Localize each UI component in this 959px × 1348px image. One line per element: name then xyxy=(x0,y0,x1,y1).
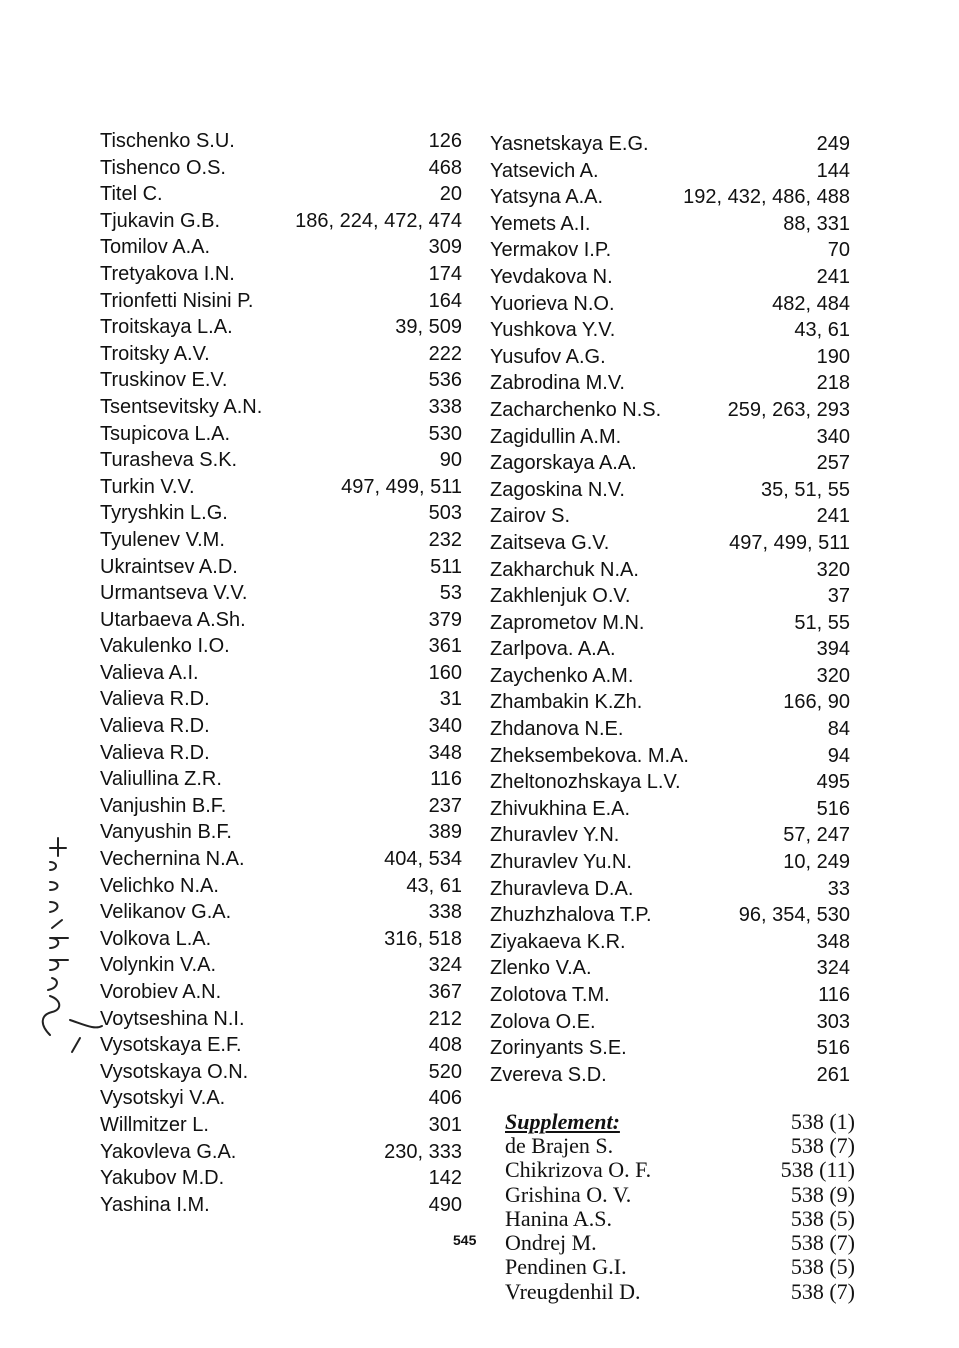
author-name: Zagoskina N.V. xyxy=(490,478,625,501)
index-entry xyxy=(100,261,462,288)
index-entry xyxy=(490,291,850,318)
index-entry xyxy=(490,317,850,344)
author-name: Vysotskaya E.F. xyxy=(100,1034,242,1057)
author-name: Yatsyna A.A. xyxy=(490,186,604,209)
index-entry xyxy=(100,394,462,421)
supplement-title-pages: 538 (1) xyxy=(790,1109,855,1134)
index-entry xyxy=(490,450,850,477)
index-entry xyxy=(490,716,850,743)
page-references: 361 xyxy=(428,635,462,658)
author-name: Zaitseva G.V. xyxy=(490,531,610,554)
author-name: Yermakov I.P. xyxy=(490,239,612,262)
index-entry xyxy=(100,713,462,740)
author-name: Zarlpova. A.A. xyxy=(490,638,616,661)
author-name: Urmantseva V.V. xyxy=(100,582,248,605)
page-references: 538 (11) xyxy=(780,1157,855,1183)
author-name: Zairov S. xyxy=(490,505,571,528)
index-entry xyxy=(490,397,850,424)
index-entry xyxy=(100,234,462,261)
index-entry xyxy=(100,314,462,341)
index-entry xyxy=(490,237,850,264)
page-references: 520 xyxy=(428,1060,462,1083)
page-references: 259, 263, 293 xyxy=(727,398,850,421)
page-references: 241 xyxy=(816,505,850,528)
index-entry xyxy=(490,583,850,610)
author-name: Valieva R.D. xyxy=(100,688,210,711)
author-name: Ondrej M. xyxy=(505,1230,597,1256)
page-references: 160 xyxy=(428,661,462,684)
index-entry xyxy=(490,982,850,1009)
page-references: 538 (5) xyxy=(790,1254,855,1280)
author-name: Tomilov A.A. xyxy=(100,236,211,259)
index-entry xyxy=(490,184,850,211)
index-entry xyxy=(490,849,850,876)
page-references: 257 xyxy=(816,452,850,475)
page-references: 31 xyxy=(439,688,462,711)
author-name: Vysotskaya O.N. xyxy=(100,1060,249,1083)
index-entry xyxy=(100,1032,462,1059)
page-references: 10, 249 xyxy=(783,851,850,874)
page-references: 389 xyxy=(428,821,462,844)
page-references: 404, 534 xyxy=(384,848,462,871)
author-name: Zhuzhzhalova T.P. xyxy=(490,904,652,927)
index-entry xyxy=(490,796,850,823)
index-entry xyxy=(490,876,850,903)
index-entry xyxy=(100,1112,462,1139)
author-name: Zolova O.E. xyxy=(490,1010,596,1033)
page-references: 301 xyxy=(428,1113,462,1136)
index-entry xyxy=(100,1192,462,1219)
page-references: 222 xyxy=(428,342,462,365)
index-entry xyxy=(100,447,462,474)
page-references: 51, 55 xyxy=(794,611,850,634)
page-references: 142 xyxy=(428,1167,462,1190)
index-entry xyxy=(490,557,850,584)
index-entry xyxy=(100,128,462,155)
index-entry xyxy=(100,1006,462,1033)
page-references: 212 xyxy=(428,1007,462,1030)
page-references: 538 (5) xyxy=(790,1205,855,1231)
author-name: Zolotova T.M. xyxy=(490,984,610,1006)
author-name: Zacharchenko N.S. xyxy=(490,398,662,421)
page-references: 316, 518 xyxy=(384,927,462,950)
page-references: 116 xyxy=(430,768,462,791)
page-references: 348 xyxy=(816,930,850,953)
page-references: 320 xyxy=(816,558,850,581)
index-column-right xyxy=(490,131,850,1088)
index-entry xyxy=(100,500,462,527)
page-references: 379 xyxy=(428,608,462,631)
page-references: 96, 354, 530 xyxy=(738,904,850,927)
author-name: Yushkova Y.V. xyxy=(490,319,616,342)
page-references: 338 xyxy=(428,395,462,418)
index-entry xyxy=(100,527,462,554)
author-name: Vakulenko I.O. xyxy=(100,635,230,658)
author-name: Voytseshina N.I. xyxy=(100,1007,245,1030)
author-name: Hanina A.S. xyxy=(505,1205,612,1231)
page-references: 39, 509 xyxy=(395,316,462,339)
page-references: 538 (7) xyxy=(790,1230,855,1256)
page-references: 230, 333 xyxy=(384,1140,462,1163)
page-references: 303 xyxy=(816,1010,850,1033)
author-name: Valieva R.D. xyxy=(100,741,210,764)
index-entry xyxy=(490,530,850,557)
author-name: Titel C. xyxy=(100,183,163,206)
page-references: 516 xyxy=(816,1037,850,1060)
index-entry xyxy=(100,208,462,235)
index-entry xyxy=(490,955,850,982)
page-references: 309 xyxy=(428,236,462,259)
page-references: 90 xyxy=(439,449,462,472)
page-references: 538 (7) xyxy=(790,1133,855,1158)
index-entry xyxy=(100,686,462,713)
author-name: Yevdakova N. xyxy=(490,265,613,288)
author-name: Trionfetti Nisini P. xyxy=(100,289,254,312)
supplement-title: Supplement: xyxy=(505,1109,620,1134)
index-entry xyxy=(490,1062,850,1089)
page-references: 33 xyxy=(827,877,850,900)
page-references: 53 xyxy=(439,582,462,605)
index-entry xyxy=(490,902,850,929)
page-references: 174 xyxy=(428,262,462,285)
author-name: Zhuravlev Yu.N. xyxy=(490,851,632,874)
index-entry xyxy=(490,370,850,397)
author-name: Turasheva S.K. xyxy=(100,449,238,472)
index-entry xyxy=(100,367,462,394)
index-entry xyxy=(100,873,462,900)
author-name: Tsentsevitsky A.N. xyxy=(100,395,263,418)
page-references: 536 xyxy=(428,369,462,392)
page-references: 340 xyxy=(816,425,850,448)
supplement-entry xyxy=(505,1134,855,1158)
page-references: 367 xyxy=(428,981,462,1003)
index-entry xyxy=(490,131,850,158)
index-entry xyxy=(490,211,850,238)
author-name: Zaprometov M.N. xyxy=(490,611,645,634)
page-references: 468 xyxy=(428,156,462,179)
supplement-entry xyxy=(505,1280,855,1304)
page-references: 116 xyxy=(818,984,850,1006)
author-name: Valieva A.I. xyxy=(100,661,199,684)
index-entry xyxy=(100,421,462,448)
index-entry xyxy=(490,344,850,371)
author-name: Troitsky A.V. xyxy=(100,342,210,365)
index-entry xyxy=(100,288,462,315)
index-entry xyxy=(100,633,462,660)
index-entry xyxy=(100,952,462,979)
index-entry xyxy=(490,769,850,796)
index-entry xyxy=(100,793,462,820)
page-references: 497, 499, 511 xyxy=(341,475,462,498)
author-name: Ukraintsev A.D. xyxy=(100,555,238,578)
author-name: Tjukavin G.B. xyxy=(100,209,221,232)
page-references: 490 xyxy=(428,1193,462,1216)
supplement-section xyxy=(505,1110,855,1304)
index-entry xyxy=(490,1009,850,1036)
author-name: Troitskaya L.A. xyxy=(100,316,233,339)
handwritten-supplement-annotation xyxy=(10,820,110,1060)
author-name: Zaychenko A.M. xyxy=(490,664,634,687)
page-references: 249 xyxy=(816,133,850,155)
supplement-entry xyxy=(505,1158,855,1182)
index-entry xyxy=(100,1165,462,1192)
page-references: 126 xyxy=(428,130,462,152)
index-entry xyxy=(490,663,850,690)
page-references: 394 xyxy=(816,638,850,661)
index-entry xyxy=(100,766,462,793)
index-entry xyxy=(100,819,462,846)
index-entry xyxy=(490,264,850,291)
page-references: 324 xyxy=(428,954,462,977)
author-name: Velichko N.A. xyxy=(100,874,219,897)
author-name: Tretyakova I.N. xyxy=(100,262,235,285)
page-references: 516 xyxy=(816,797,850,820)
page-references: 88, 331 xyxy=(783,212,850,235)
author-name: Zhdanova N.E. xyxy=(490,718,624,741)
index-entry xyxy=(100,979,462,1006)
page-references: 338 xyxy=(428,901,462,924)
author-name: Yatsevich A. xyxy=(490,159,599,182)
index-entry xyxy=(490,610,850,637)
page-references: 511 xyxy=(430,555,462,578)
page-references: 94 xyxy=(827,744,850,767)
author-name: Vanyushin B.F. xyxy=(100,821,232,844)
author-name: Zabrodina M.V. xyxy=(490,372,625,395)
author-name: Zheltonozhskaya L.V. xyxy=(490,771,681,794)
index-entry xyxy=(100,1085,462,1112)
index-entry xyxy=(100,899,462,926)
author-name: Yakubov M.D. xyxy=(100,1167,225,1190)
index-entry xyxy=(100,660,462,687)
page-references: 70 xyxy=(827,239,850,262)
page-references: 482, 484 xyxy=(772,292,850,315)
supplement-entry xyxy=(505,1207,855,1231)
supplement-header xyxy=(505,1110,855,1134)
author-name: Chikrizova O. F. xyxy=(505,1157,652,1183)
index-entry xyxy=(490,477,850,504)
author-name: Turkin V.V. xyxy=(100,475,195,498)
author-name: Tyryshkin L.G. xyxy=(100,502,228,525)
page-references: 232 xyxy=(428,528,462,551)
page-references: 57, 247 xyxy=(783,824,850,847)
author-name: Zhambakin K.Zh. xyxy=(490,691,643,714)
page-references: 144 xyxy=(816,159,850,182)
author-name: Willmitzer L. xyxy=(100,1113,209,1136)
author-name: Tishenco O.S. xyxy=(100,156,226,179)
author-name: Yakovleva G.A. xyxy=(100,1140,237,1163)
supplement-entry xyxy=(505,1183,855,1207)
page-references: 241 xyxy=(816,265,850,288)
page-references: 218 xyxy=(816,372,850,395)
index-entry xyxy=(100,474,462,501)
author-name: Volynkin V.A. xyxy=(100,954,217,977)
author-name: Zhuravlev Y.N. xyxy=(490,824,620,847)
author-name: Ziyakaeva K.R. xyxy=(490,930,626,953)
index-entry xyxy=(100,607,462,634)
author-name: Zhuravleva D.A. xyxy=(490,877,634,900)
author-name: Zagidullin A.M. xyxy=(490,425,622,448)
author-name: Yemets A.I. xyxy=(490,212,591,235)
author-name: Valieva R.D. xyxy=(100,715,210,738)
author-name: Zhivukhina E.A. xyxy=(490,797,631,820)
page-references: 530 xyxy=(428,422,462,445)
page-references: 43, 61 xyxy=(794,319,850,342)
index-entry xyxy=(100,1059,462,1086)
author-name: Truskinov E.V. xyxy=(100,369,228,392)
author-name: Utarbaeva A.Sh. xyxy=(100,608,246,631)
page-references: 37 xyxy=(827,585,850,608)
page-references: 35, 51, 55 xyxy=(761,478,850,501)
page-references: 164 xyxy=(428,289,462,312)
author-name: Vorobiev A.N. xyxy=(100,981,222,1003)
page-references: 503 xyxy=(428,502,462,525)
author-name: Yashina I.M. xyxy=(100,1193,210,1216)
page-references: 190 xyxy=(816,345,850,368)
index-entry xyxy=(490,689,850,716)
author-name: Tyulenev V.M. xyxy=(100,528,225,551)
page-references: 320 xyxy=(816,664,850,687)
index-entry xyxy=(100,846,462,873)
index-entry xyxy=(100,740,462,767)
page-references: 324 xyxy=(816,957,850,980)
index-entry xyxy=(100,341,462,368)
page-references: 348 xyxy=(428,741,462,764)
supplement-entry xyxy=(505,1231,855,1255)
page-references: 84 xyxy=(827,718,850,741)
index-entry xyxy=(100,926,462,953)
page-references: 186, 224, 472, 474 xyxy=(295,209,462,232)
author-name: Tsupicova L.A. xyxy=(100,422,231,445)
author-name: Zagorskaya A.A. xyxy=(490,452,637,475)
page-references: 408 xyxy=(428,1034,462,1057)
page-references: 166, 90 xyxy=(783,691,850,714)
index-entry xyxy=(490,743,850,770)
page-references: 43, 61 xyxy=(406,874,462,897)
page-references: 406 xyxy=(428,1087,462,1110)
author-name: Pendinen G.I. xyxy=(505,1254,627,1280)
supplement-entry xyxy=(505,1255,855,1279)
author-name: Yusufov A.G. xyxy=(490,345,606,368)
author-name: Yasnetskaya E.G. xyxy=(490,133,649,155)
author-name: Velikanov G.A. xyxy=(100,901,232,924)
author-name: Vanjushin B.F. xyxy=(100,794,227,817)
index-entry xyxy=(490,822,850,849)
author-name: Zlenko V.A. xyxy=(490,957,592,980)
index-entry xyxy=(490,1035,850,1062)
author-name: Vreugdenhil D. xyxy=(505,1278,641,1304)
author-name: Zheksembekova. M.A. xyxy=(490,744,689,767)
page-references: 497, 499, 511 xyxy=(729,531,850,554)
index-entry xyxy=(490,158,850,185)
author-name: Vechernina N.A. xyxy=(100,848,245,871)
index-column-left xyxy=(100,128,462,1218)
index-entry xyxy=(100,155,462,182)
author-name: Valiullina Z.R. xyxy=(100,768,222,791)
author-name: Volkova L.A. xyxy=(100,927,212,950)
index-entry xyxy=(490,424,850,451)
author-name: Tischenko S.U. xyxy=(100,130,235,152)
page-references: 261 xyxy=(816,1063,850,1086)
supplement-list xyxy=(505,1134,855,1304)
index-entry xyxy=(100,580,462,607)
page-references: 340 xyxy=(428,715,462,738)
page-number: 545 xyxy=(453,1232,477,1248)
index-entry xyxy=(490,636,850,663)
author-name: Zakhlenjuk O.V. xyxy=(490,585,631,608)
index-entry xyxy=(100,554,462,581)
author-name: Zvereva S.D. xyxy=(490,1063,607,1086)
author-name: Zakharchuk N.A. xyxy=(490,558,639,581)
author-name: Vysotskyi V.A. xyxy=(100,1087,226,1110)
page-references: 538 (9) xyxy=(790,1181,855,1207)
index-entry xyxy=(490,929,850,956)
author-name: de Brajen S. xyxy=(505,1133,614,1158)
page-references: 192, 432, 486, 488 xyxy=(683,186,850,209)
page-references: 20 xyxy=(439,183,462,206)
index-entry xyxy=(100,1139,462,1166)
page-references: 495 xyxy=(816,771,850,794)
index-entry xyxy=(490,503,850,530)
author-name: Zorinyants S.E. xyxy=(490,1037,627,1060)
author-name: Grishina O. V. xyxy=(505,1181,632,1207)
index-entry xyxy=(100,181,462,208)
page-references: 538 (7) xyxy=(790,1278,855,1304)
author-name: Yuorieva N.O. xyxy=(490,292,615,315)
page-references: 237 xyxy=(428,794,462,817)
